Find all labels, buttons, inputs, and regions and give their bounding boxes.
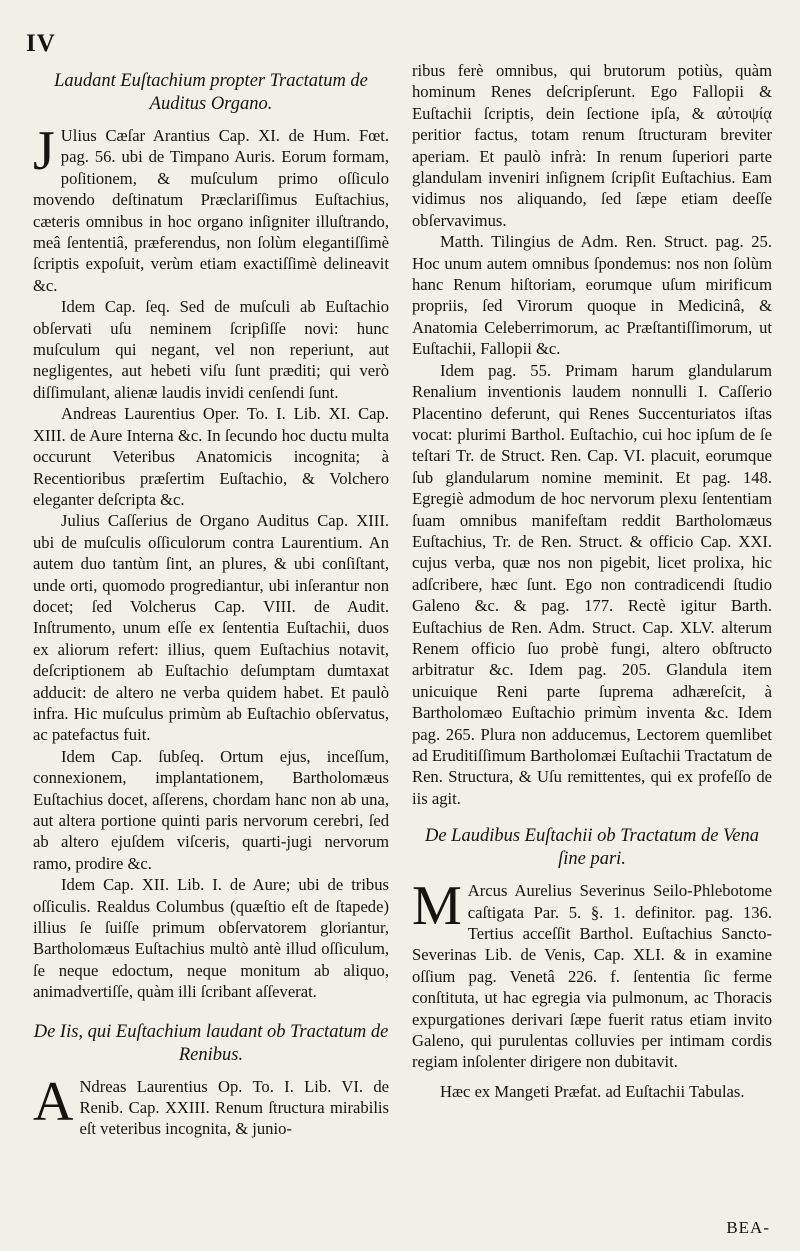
catchword: BEA- (726, 1218, 770, 1237)
paragraph-laurentius: Andreas Laurentius Oper. To. I. Lib. XI. Cap. XIII. de Aure Interna &c. In ſecundo hoc ductu multa occurunt Veteribus Anatomicis incognita; à Recentioribus præſertim Euſtachio, & Volchero eleganter deſcripta &c. (33, 404, 389, 509)
paragraph-mangeti: Hæc ex Mangeti Præfat. ad Euſtachii Tabulas. (440, 1081, 745, 1101)
paragraph-idem-pag-55: Idem pag. 55. Primam harum glandularum Renalium inventionis laudem nonnulli I. Caſſerio Placentino deferunt, qui Renes Succenturiatos iſtas vocat: plurimi Barthol. Euſtachio, cui hoc ipſum de ſe teſtari Tr. de Struct. Ren. Cap. VI. placuit, eorumque ſub glandularum nomine meminit. Et pag. 148. Egregiè admodum de hoc nervorum plexu ſententiam ſuam omnibus manifeſtam reddit Bartholomæus Euſtachius, Tr. de Ren. Struct. & officio Cap. XXI. cujus verba, quæ nos non pigebit, licet prolixa, hic adſcribere, hæc ſunt. Ego non contradicendi ſtudio Galeno &c. & pag. 177. Rectè igitur Barth. Euſtachius de Ren. Adm. Struct. Cap. XLV. alterum Renem officio ſuo probè fungi, altero obſtructo arbitratur &c. Idem pag. 205. Glandula item unicuique Reni parte ſuprema adhæreſcit, à Bartholomæo Euſtachio primùm inventa &c. Idem pag. 265. Plura non adducemus, Lectorem quemlibet ad Eruditiſſimum Bartholomæi Euſtachii Tractatum de Ren. Structura, & Uſu remittentes, qui ex profeſſo de iis agit. (412, 360, 772, 808)
paragraph-continuation: ribus ferè omnibus, qui brutorum potiùs, quàm hominum Renes deſcripſerunt. Ego Fallopii & Euſtachii ſcriptis, dein ſectione ipſa, & αὐτοψίᾳ peritior factus, totam renum ſtructuram breviter aperiam. Et paulò infrà: In renum ſuperiori parte glandulam inveniri inſignem ſcripſit Euſtachius. Eam vidimus nos aliquando, ſed ſæpe etiam deeſſe obſervavimus. (412, 61, 772, 230)
paragraph-idem-cap-xii: Idem Cap. XII. Lib. I. de Aure; ubi de tribus oſſiculis. Realdus Columbus (quæſtio eſt de ſtapede) illius ſe ſuiſſe primum obſervatorem gloriantur, Bartholomæus Euſtachius multò antè illud oſſiculum, ſe neque edoctum, neque monitum ab aliquo, animadvertiſſe, quàm illi ſcribant aſſeverat. (33, 875, 389, 1002)
section-heading-vena: De Laudibus Euſtachii ob Tractatum de Vena ſine pari. (424, 826, 759, 870)
right-column (412, 60, 772, 1102)
section-heading-auditus: Laudant Euſtachium propter Tractatum de Auditus Organo. (54, 71, 368, 114)
paragraph-tilingius: Matth. Tilingius de Adm. Ren. Struct. pag. 25. Hoc unum autem omnibus ſpondemus: nos non ſolùm hanc Renum hiſtoriam, eorumque uſum mirificum propriis, ſed Virorum quoque in Medicinâ, & Anatomia Celeberrimorum, ac Præſtantiſſimorum, ut Euſtachii, Fallopii &c. (412, 232, 772, 359)
paragraph-idem-cap-subseq: Idem Cap. ſubſeq. Ortum ejus, inceſſum, connexionem, implantationem, Bartholomæus Euſtachius docet, aſſerens, chordam hanc non ab una, aut altera portione quinti paris nervorum cerebri, ſed ab altero ejuſdem viſceris, quarti-jugi nervorum ramo, prodire &c. (33, 746, 389, 873)
paragraph-severinus: M Arcus Aurelius Severinus Seilo-Phlebotome caſtigata Par. 5. §. 1. definitor. pag. 136. Tertius acceſſit Barthol. Euſtachius Sancto-Severinas Lib. de Venis, Cap. XLI. & in examine oſſium pag. Venetâ 226. f. ſententia ſic ferme conſtituta, ut hac egregia via pulmonum, ac Thoracis expurgationes derivari ſæpe fuerit ratus etiam invito Galeno, qui purulentas colluvies per intimam cordis regiam inſolenter dirigere non dubitavit. (412, 875, 772, 1072)
section-heading-renibus: De Iis, qui Euſtachium laudant ob Tractatum de Renibus. (33, 1021, 389, 1065)
page-number: IV (26, 30, 56, 57)
drop-cap: J (33, 120, 55, 182)
paragraph-laurentius-renib: A Ndreas Laurentius Op. To. I. Lib. VI. de Renib. Cap. XXIII. Renum ſtructura mirabilis eſt veteribus incognita, & junio- (33, 1070, 389, 1139)
paragraph-casserius: Julius Caſſerius de Organo Auditus Cap. XIII. ubi de muſculis oſſiculorum contra Laurentium. An autem duo tantùm ſint, an plures, & ubi conſiſtant, unde orti, quomodo progrediantur, ubi inſerantur non docet; ſed Volcherus Cap. VIII. de Audit. Inſtrumento, unum eſſe ex ſententia Euſtachii, duos ex aliorum refert: illius, quem Euſtachius notavit, deſcriptionem ab Euſtachio deſumptam dumtaxat adducit: de altero ne verba quidem habet. Et paulò infra. Hic muſculus primùm ab Euſtachio obſervatus, ac patefactus fuit. (33, 511, 389, 745)
drop-cap: A (33, 1070, 74, 1133)
paragraph-idem-cap-seq: Idem Cap. ſeq. Sed de muſculi ab Euſtachio obſervati uſu neminem ſcripſiſſe novi: hunc muſculum qui negant, vel non reperiunt, aut negligentes, aut hebeti viſu ſunt præditi; qui verò diſſimulant, alienæ laudis invidi cenſendi ſunt. (33, 297, 389, 402)
left-column (33, 58, 389, 1140)
drop-cap: M (412, 875, 462, 938)
paragraph-arantius: J Ulius Cæſar Arantius Cap. XI. de Hum. Fœt. pag. 56. ubi de Timpano Auris. Eorum formam, poſitionem, & muſculum primo oſſiculo movendo deſtinatum Præclariſſimus Euſtachius, cæteris omnibus in hoc organo inſigniter illuſtrando, meâ ſententiâ, præferendus, non ſolùm elegantiſſimè ſcriptis expoſuit, verùm etiam exactiſſimè delineavit &c. (33, 120, 389, 295)
